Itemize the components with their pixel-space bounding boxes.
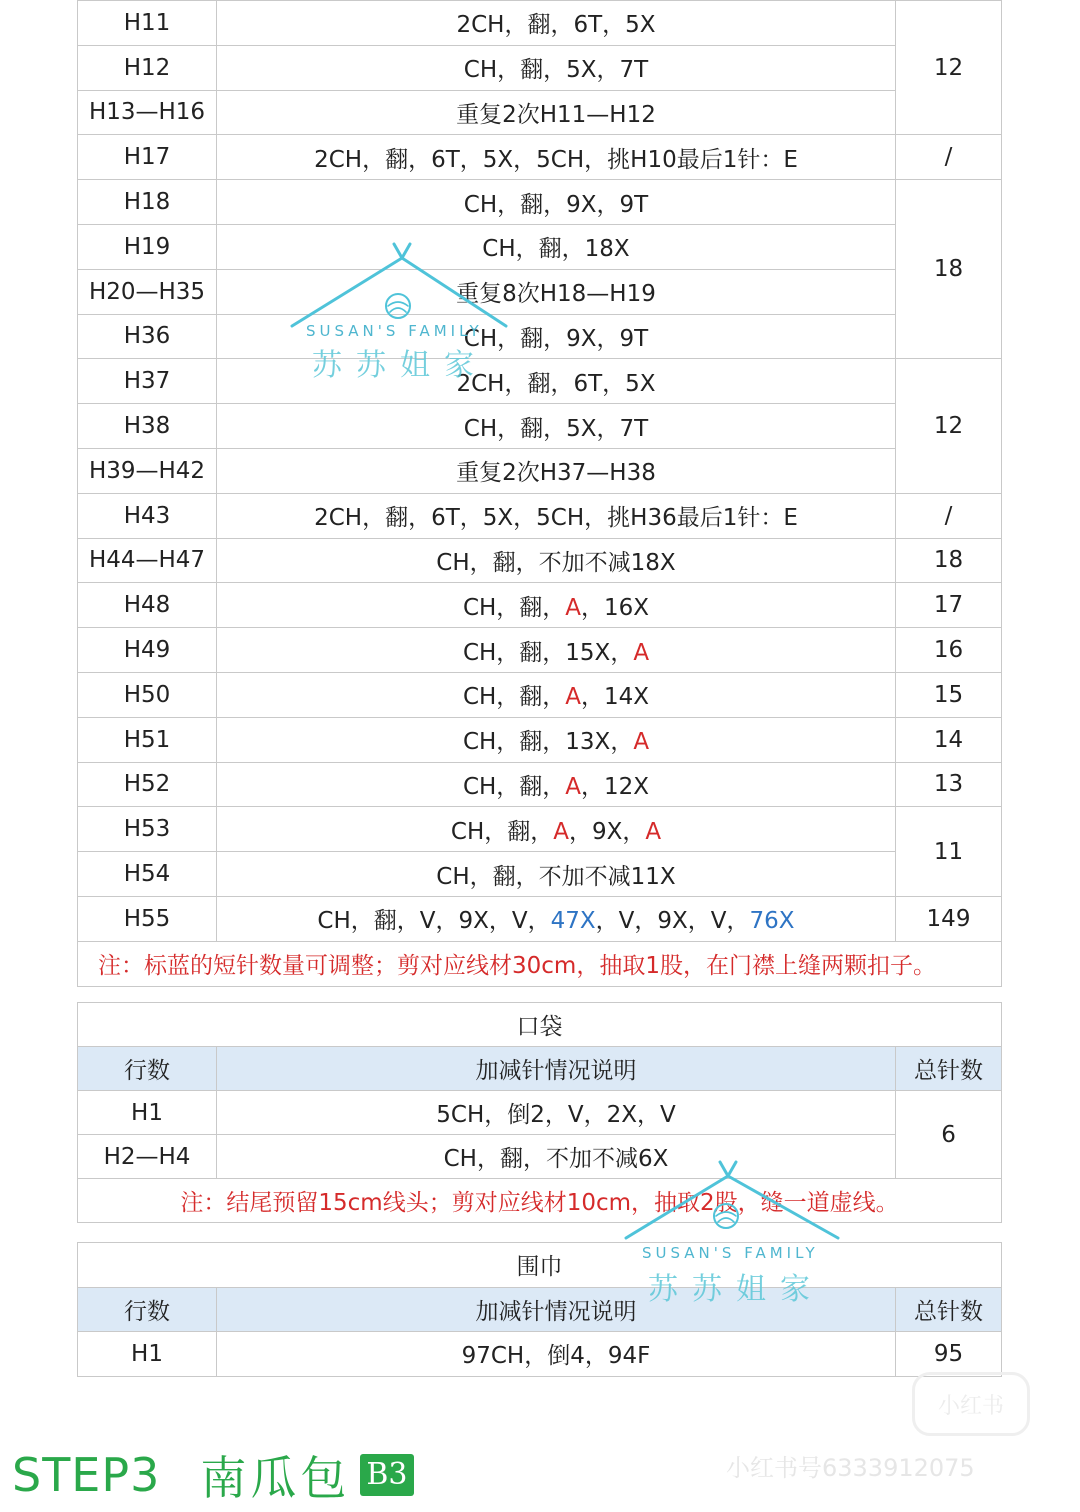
watermark-en: SUSAN'S FAMILY bbox=[642, 1244, 819, 1262]
row-label: H11 bbox=[78, 1, 217, 46]
desc-segment: ，16X bbox=[581, 594, 650, 621]
table-row bbox=[78, 538, 1002, 583]
row-desc bbox=[217, 852, 896, 897]
desc-segment: 47X bbox=[550, 908, 596, 935]
desc-segment: 2CH，翻，6T，5X bbox=[456, 370, 656, 397]
table-row bbox=[78, 359, 1002, 404]
table-row bbox=[78, 180, 1002, 225]
row-label: H55 bbox=[78, 896, 217, 941]
table-row bbox=[78, 1332, 1002, 1377]
main-pattern-table bbox=[77, 0, 1002, 987]
desc-segment: CH，翻，V，9X，V， bbox=[317, 908, 551, 935]
table-row bbox=[78, 493, 1002, 538]
row-total: 16 bbox=[896, 628, 1002, 673]
account-credit: 小红书号6333912075 bbox=[726, 1454, 975, 1482]
desc-segment: A bbox=[565, 594, 582, 621]
scarf-header-row bbox=[78, 1287, 1002, 1332]
desc-segment: ，9X， bbox=[568, 818, 646, 845]
desc-segment: CH，翻， bbox=[450, 818, 554, 845]
row-desc bbox=[217, 448, 896, 493]
watermark-cn: 苏苏姐家 bbox=[312, 348, 488, 383]
row-label: H39—H42 bbox=[78, 448, 217, 493]
row-total: 13 bbox=[896, 762, 1002, 807]
table-row bbox=[78, 1091, 1002, 1135]
desc-segment: 重复2次H37—H38 bbox=[456, 460, 656, 487]
desc-segment: 重复8次H18—H19 bbox=[456, 281, 656, 308]
row-label: H2—H4 bbox=[78, 1135, 217, 1179]
step-footer bbox=[12, 1442, 414, 1508]
scarf-header-row-count: 行数 bbox=[78, 1287, 217, 1332]
watermark-cn: 苏苏姐家 bbox=[648, 1272, 824, 1307]
row-label: H49 bbox=[78, 628, 217, 673]
table-row bbox=[78, 135, 1002, 180]
desc-segment: A bbox=[645, 818, 662, 845]
row-label: H36 bbox=[78, 314, 217, 359]
desc-segment: ，V，9X，V， bbox=[595, 908, 750, 935]
desc-segment: CH，翻，5X，7T bbox=[463, 57, 649, 84]
row-label: H48 bbox=[78, 583, 217, 628]
scarf-title: 围巾 bbox=[78, 1243, 1002, 1288]
pocket-header-desc: 加减针情况说明 bbox=[217, 1047, 896, 1091]
step-badge: B3 bbox=[360, 1454, 413, 1496]
table-row bbox=[78, 1, 1002, 46]
table-row bbox=[78, 628, 1002, 673]
row-label: H12 bbox=[78, 45, 217, 90]
row-desc bbox=[217, 493, 896, 538]
desc-segment: A bbox=[553, 818, 569, 845]
row-desc bbox=[217, 583, 896, 628]
desc-segment: A bbox=[633, 729, 650, 756]
table-row bbox=[78, 807, 1002, 852]
step-label: STEP3 bbox=[12, 1448, 161, 1502]
desc-segment: CH，翻，9X，9T bbox=[463, 191, 649, 218]
scarf-title-row bbox=[78, 1243, 1002, 1288]
row-label: H17 bbox=[78, 135, 217, 180]
pocket-header-row bbox=[78, 1047, 1002, 1091]
row-label: H51 bbox=[78, 717, 217, 762]
table-row bbox=[78, 717, 1002, 762]
table-row bbox=[78, 90, 1002, 135]
row-desc bbox=[217, 404, 896, 449]
row-label: H53 bbox=[78, 807, 217, 852]
row-desc bbox=[217, 762, 896, 807]
desc-segment: A bbox=[565, 684, 582, 711]
desc-segment: CH，翻，9X，9T bbox=[463, 325, 649, 352]
row-total: 18 bbox=[896, 538, 1002, 583]
app-logo: 小红书 bbox=[912, 1372, 1030, 1436]
row-desc bbox=[217, 628, 896, 673]
row-desc bbox=[217, 359, 896, 404]
desc-segment: 重复2次H11—H12 bbox=[456, 101, 656, 128]
table-row bbox=[78, 583, 1002, 628]
desc-segment: CH，翻，5X，7T bbox=[463, 415, 649, 442]
desc-segment: ，14X bbox=[581, 684, 650, 711]
desc-segment: CH，翻，不加不减11X bbox=[436, 863, 676, 890]
row-desc bbox=[217, 314, 896, 359]
desc-segment: 2CH，翻，6T，5X，5CH，挑H10最后1针：E bbox=[314, 146, 798, 173]
row-desc bbox=[217, 807, 896, 852]
row-label: H19 bbox=[78, 224, 217, 269]
row-label: H54 bbox=[78, 852, 217, 897]
row-desc bbox=[217, 672, 896, 717]
desc-segment: ，12X bbox=[581, 773, 650, 800]
row-desc: CH，翻，不加不减6X bbox=[217, 1135, 896, 1179]
table-row bbox=[78, 448, 1002, 493]
desc-segment: A bbox=[565, 773, 582, 800]
row-total: 12 bbox=[896, 359, 1002, 493]
row-label: H43 bbox=[78, 493, 217, 538]
table-row bbox=[78, 672, 1002, 717]
desc-segment: CH，翻，15X， bbox=[462, 639, 634, 666]
watermark-en: SUSAN'S FAMILY bbox=[306, 322, 483, 340]
row-desc bbox=[217, 269, 896, 314]
scarf-table bbox=[77, 1242, 1002, 1377]
table-row bbox=[78, 896, 1002, 941]
row-desc bbox=[217, 1, 896, 46]
row-total: 149 bbox=[896, 896, 1002, 941]
row-label: H52 bbox=[78, 762, 217, 807]
row-label: H13—H16 bbox=[78, 90, 217, 135]
row-total: 14 bbox=[896, 717, 1002, 762]
row-desc bbox=[217, 135, 896, 180]
row-desc bbox=[217, 45, 896, 90]
table-row bbox=[78, 224, 1002, 269]
pocket-title: 口袋 bbox=[78, 1003, 1002, 1047]
row-desc: 5CH，倒2，V，2X，V bbox=[217, 1091, 896, 1135]
row-total: 18 bbox=[896, 180, 1002, 359]
scarf-header-total: 总针数 bbox=[896, 1287, 1002, 1332]
desc-segment: CH，翻， bbox=[462, 684, 566, 711]
table-row bbox=[78, 852, 1002, 897]
row-desc bbox=[217, 224, 896, 269]
table-row bbox=[78, 269, 1002, 314]
row-total: 17 bbox=[896, 583, 1002, 628]
desc-segment: CH，翻，不加不减18X bbox=[436, 549, 676, 576]
pocket-header-total: 总针数 bbox=[896, 1047, 1002, 1091]
pocket-note-row bbox=[78, 1179, 1002, 1223]
row-label: H20—H35 bbox=[78, 269, 217, 314]
table-row bbox=[78, 45, 1002, 90]
table-row bbox=[78, 1135, 1002, 1179]
pocket-table bbox=[77, 1002, 1002, 1223]
row-desc bbox=[217, 717, 896, 762]
main-note-row bbox=[78, 941, 1002, 986]
row-desc bbox=[217, 896, 896, 941]
row-desc bbox=[217, 90, 896, 135]
row-label: H50 bbox=[78, 672, 217, 717]
pocket-note: 注：结尾预留15cm线头；剪对应线材10cm，抽取2股，缝一道虚线。 bbox=[78, 1179, 1002, 1223]
row-total: 11 bbox=[896, 807, 1002, 897]
row-total: 12 bbox=[896, 1, 1002, 135]
desc-segment: 2CH，翻，6T，5X bbox=[456, 12, 656, 39]
row-desc bbox=[217, 538, 896, 583]
table-row bbox=[78, 404, 1002, 449]
desc-segment: CH，翻，18X bbox=[482, 236, 630, 263]
row-label: H38 bbox=[78, 404, 217, 449]
table-row bbox=[78, 314, 1002, 359]
row-label: H1 bbox=[78, 1091, 217, 1135]
row-total: 6 bbox=[896, 1091, 1002, 1179]
scarf-header-desc: 加减针情况说明 bbox=[217, 1287, 896, 1332]
row-label: H1 bbox=[78, 1332, 217, 1377]
pocket-title-row bbox=[78, 1003, 1002, 1047]
desc-segment: A bbox=[633, 639, 650, 666]
row-total: 15 bbox=[896, 672, 1002, 717]
desc-segment: CH，翻，13X， bbox=[462, 729, 634, 756]
row-total: / bbox=[896, 135, 1002, 180]
desc-segment: CH，翻， bbox=[462, 773, 566, 800]
desc-segment: CH，翻， bbox=[462, 594, 566, 621]
desc-segment: 2CH，翻，6T，5X，5CH，挑H36最后1针：E bbox=[314, 505, 798, 532]
step-title: 南瓜包 bbox=[200, 1451, 351, 1505]
main-note: 注：标蓝的短针数量可调整；剪对应线材30cm，抽取1股，在门襟上缝两颗扣子。 bbox=[78, 941, 1002, 986]
row-label: H37 bbox=[78, 359, 217, 404]
row-desc bbox=[217, 180, 896, 225]
row-total: / bbox=[896, 493, 1002, 538]
row-total: 95 bbox=[896, 1332, 1002, 1377]
table-row bbox=[78, 762, 1002, 807]
pocket-header-row-count: 行数 bbox=[78, 1047, 217, 1091]
row-label: H44—H47 bbox=[78, 538, 217, 583]
row-label: H18 bbox=[78, 180, 217, 225]
row-desc: 97CH，倒4，94F bbox=[217, 1332, 896, 1377]
desc-segment: 76X bbox=[749, 908, 795, 935]
